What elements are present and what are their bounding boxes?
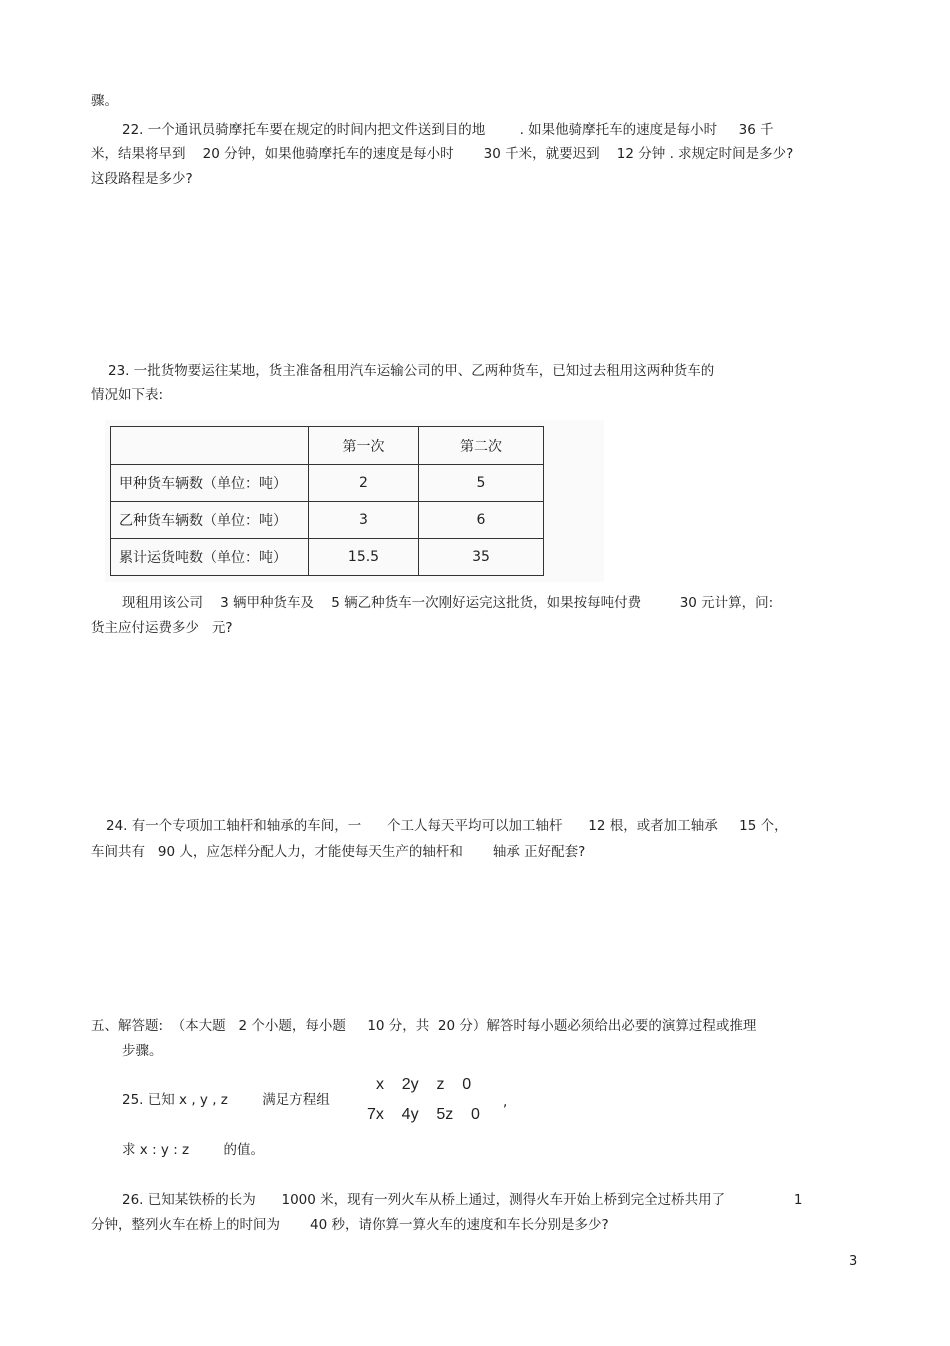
table-row — [111, 465, 544, 502]
q26-line2: 分钟，整列火车在桥上的时间为 40 秒，请你算一算火车的速度和车长分别是多少? — [91, 1217, 609, 1233]
q24-line1: 24. 有一个专项加工轴杆和轴承的车间，一 个工人每天平均可以加工轴杆 12 根，或者加工轴承 15 个， — [106, 818, 788, 834]
q25-equation-1: x 2y z 0 — [376, 1076, 472, 1093]
table-cell: 2 — [309, 465, 419, 502]
q22-line1: 22. 一个通讯员骑摩托车要在规定的时间内把文件送到目的地 . 如果他骑摩托车的速度是每小时 36 千 — [122, 122, 774, 138]
table-cell: 6 — [419, 502, 544, 539]
q25-prefix: 25. 已知 x , y , z 满足方程组 — [122, 1092, 330, 1108]
table-header-cell: 第一次 — [309, 427, 419, 465]
q23-after-line1: 现租用该公司 3 辆甲种货车及 5 辆乙种货车一次刚好运完这批货，如果按每吨付费 30 元计算，问: — [122, 595, 774, 611]
table-cell: 15.5 — [309, 539, 419, 576]
table-row — [111, 502, 544, 539]
table-row — [111, 539, 544, 576]
section5-line1: 五、解答题: （本大题 2 个小题，每小题 10 分，共 20 分）解答时每小题必须给出必要的演算过程或推理 — [91, 1018, 757, 1034]
q22-line3: 这段路程是多少? — [91, 171, 193, 187]
q22-line2: 米，结果将早到 20 分钟，如果他骑摩托车的速度是每小时 30 千米，就要迟到 12 分钟 . 求规定时间是多少? — [91, 146, 794, 162]
section5-line2: 步骤。 — [122, 1043, 163, 1059]
top-fragment: 骤。 — [91, 93, 118, 109]
table-header-cell: 第二次 — [419, 427, 544, 465]
table-header-row — [111, 427, 544, 465]
table-cell: 35 — [419, 539, 544, 576]
q26-line1: 26. 已知某铁桥的长为 1000 米，现有一列火车从桥上通过，测得火车开始上桥到完全过桥共用了 1 — [122, 1192, 803, 1208]
table-cell: 甲种货车辆数（单位：吨） — [111, 465, 309, 502]
table-cell: 3 — [309, 502, 419, 539]
page-number: 3 — [849, 1254, 858, 1269]
table-header-cell — [111, 427, 309, 465]
freight-table-image — [105, 420, 604, 582]
q23-line1: 23. 一批货物要运往某地，货主准备租用汽车运输公司的甲、乙两种货车，已知过去租用这两种货车的 — [108, 363, 715, 379]
q23-line2: 情况如下表: — [91, 387, 164, 403]
q23-after-line2: 货主应付运费多少 元? — [91, 620, 233, 636]
q25-ask: 求 x : y : z 的值。 — [122, 1142, 264, 1158]
freight-table — [110, 426, 544, 576]
q25-equation-2: 7x 4y 5z 0 — [367, 1106, 480, 1123]
table-cell: 乙种货车辆数（单位：吨） — [111, 502, 309, 539]
table-cell: 累计运货吨数（单位：吨） — [111, 539, 309, 576]
q25-comma: , — [503, 1094, 508, 1110]
table-cell: 5 — [419, 465, 544, 502]
q24-line2: 车间共有 90 人，应怎样分配人力，才能使每天生产的轴杆和 轴承 正好配套? — [91, 844, 586, 860]
